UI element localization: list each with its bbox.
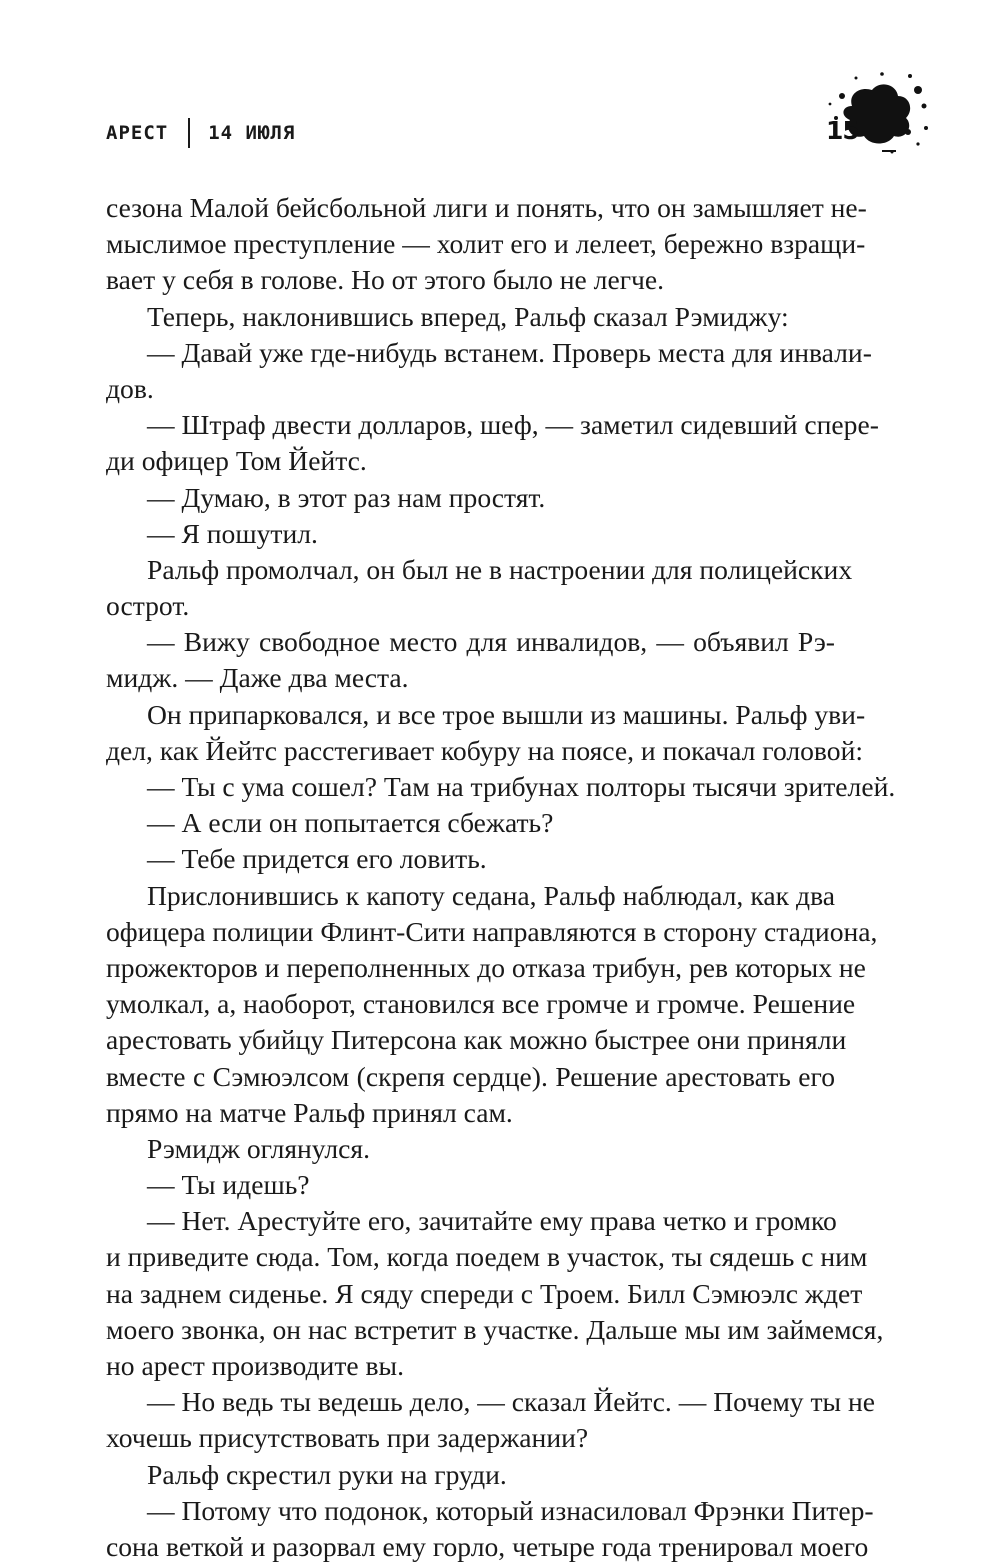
text-line: мыслимое преступление — холит его и лелеет, бережно взращи-: [106, 228, 866, 260]
text-line: вает у себя в голове. Но от этого было не легче.: [106, 264, 665, 296]
text-line: дов.: [106, 372, 154, 404]
text-line: — Тебе придется его ловить.: [147, 843, 487, 875]
text-line: вместе с Сэмюэлсом (скрепя сердце). Решение арестовать его: [106, 1060, 835, 1092]
text-line: — Думаю, в этот раз нам простят.: [147, 481, 546, 513]
text-line: и приведите сюда. Том, когда поедем в участок, ты сядешь с ним: [106, 1241, 868, 1273]
text-line: — Нет. Арестуйте его, зачитайте ему права четко и громко: [147, 1205, 837, 1237]
text-line: Он припарковался, и все трое вышли из машины. Ральф уви-: [147, 698, 866, 730]
text-line: — Вижу свободное место для инвалидов, — объявил Рэ-: [147, 626, 835, 658]
text-line: моего звонка, он нас встретит в участке. Дальше мы им займемся,: [106, 1313, 884, 1345]
page-number: 15: [826, 116, 859, 145]
text-line: — Ты идешь?: [147, 1169, 310, 1201]
text-line: — А если он попытается сбежать?: [147, 807, 554, 839]
text-line: арестовать убийцу Питерсона как можно быстрее они приняли: [106, 1024, 847, 1056]
text-line: Ральф промолчал, он был не в настроении для полицейских: [147, 553, 853, 585]
text-line: сона веткой и разорвал ему горло, четыре года тренировал моего: [106, 1530, 869, 1562]
text-line: хочешь присутствовать при задержании?: [106, 1422, 589, 1454]
text-line: прямо на матче Ральф принял сам.: [106, 1096, 513, 1128]
section-title: АРЕСТ: [106, 122, 169, 144]
text-line: — Я пошутил.: [147, 517, 318, 549]
text-line: — Давай уже где-нибудь встанем. Проверь места для инвали-: [147, 336, 872, 368]
text-line: — Штраф двести долларов, шеф, — заметил сидевший спере-: [147, 409, 879, 441]
chapter-date: 14 ИЮЛЯ: [208, 122, 296, 144]
text-line: острот.: [106, 590, 190, 622]
text-line: на заднем сиденье. Я сяду спереди с Троем. Билл Сэмюэлс ждет: [106, 1277, 863, 1309]
text-line: прожекторов и переполненных до отказа трибун, рев которых не: [106, 951, 866, 983]
text-line: офицера полиции Флинт-Сити направляются в сторону стадиона,: [106, 915, 878, 947]
body-text: [106, 190, 896, 1565]
text-line: Рэмидж оглянулся.: [147, 1132, 370, 1164]
text-line: но арест производите вы.: [106, 1350, 404, 1381]
text-line: Прислонившись к капоту седана, Ральф наблюдал, как два: [147, 879, 835, 911]
text-line: Ральф скрестил руки на груди.: [147, 1458, 507, 1490]
text-line: сезона Малой бейсбольной лиги и понять, что он замышляет не-: [106, 192, 867, 223]
header-divider: [188, 118, 190, 148]
text-line: Теперь, наклонившись вперед, Ральф сказал Рэмиджу:: [147, 300, 789, 332]
running-head: [106, 116, 295, 150]
text-line: — Потому что подонок, который изнасиловал Фрэнки Питер-: [147, 1494, 874, 1526]
text-line: — Но ведь ты ведешь дело, — сказал Йейтс. — Почему ты не: [147, 1386, 876, 1418]
text-line: — Ты с ума сошел? Там на трибунах полторы тысячи зрителей.: [147, 771, 896, 802]
text-line: дел, как Йейтс расстегивает кобуру на поясе, и покачал головой:: [106, 734, 864, 766]
text-line: умолкал, а, наоборот, становился все громче и громче. Решение: [106, 988, 856, 1020]
text-line: мидж. — Даже два места.: [106, 662, 409, 694]
text-line: ди офицер Том Йейтс.: [106, 445, 367, 477]
